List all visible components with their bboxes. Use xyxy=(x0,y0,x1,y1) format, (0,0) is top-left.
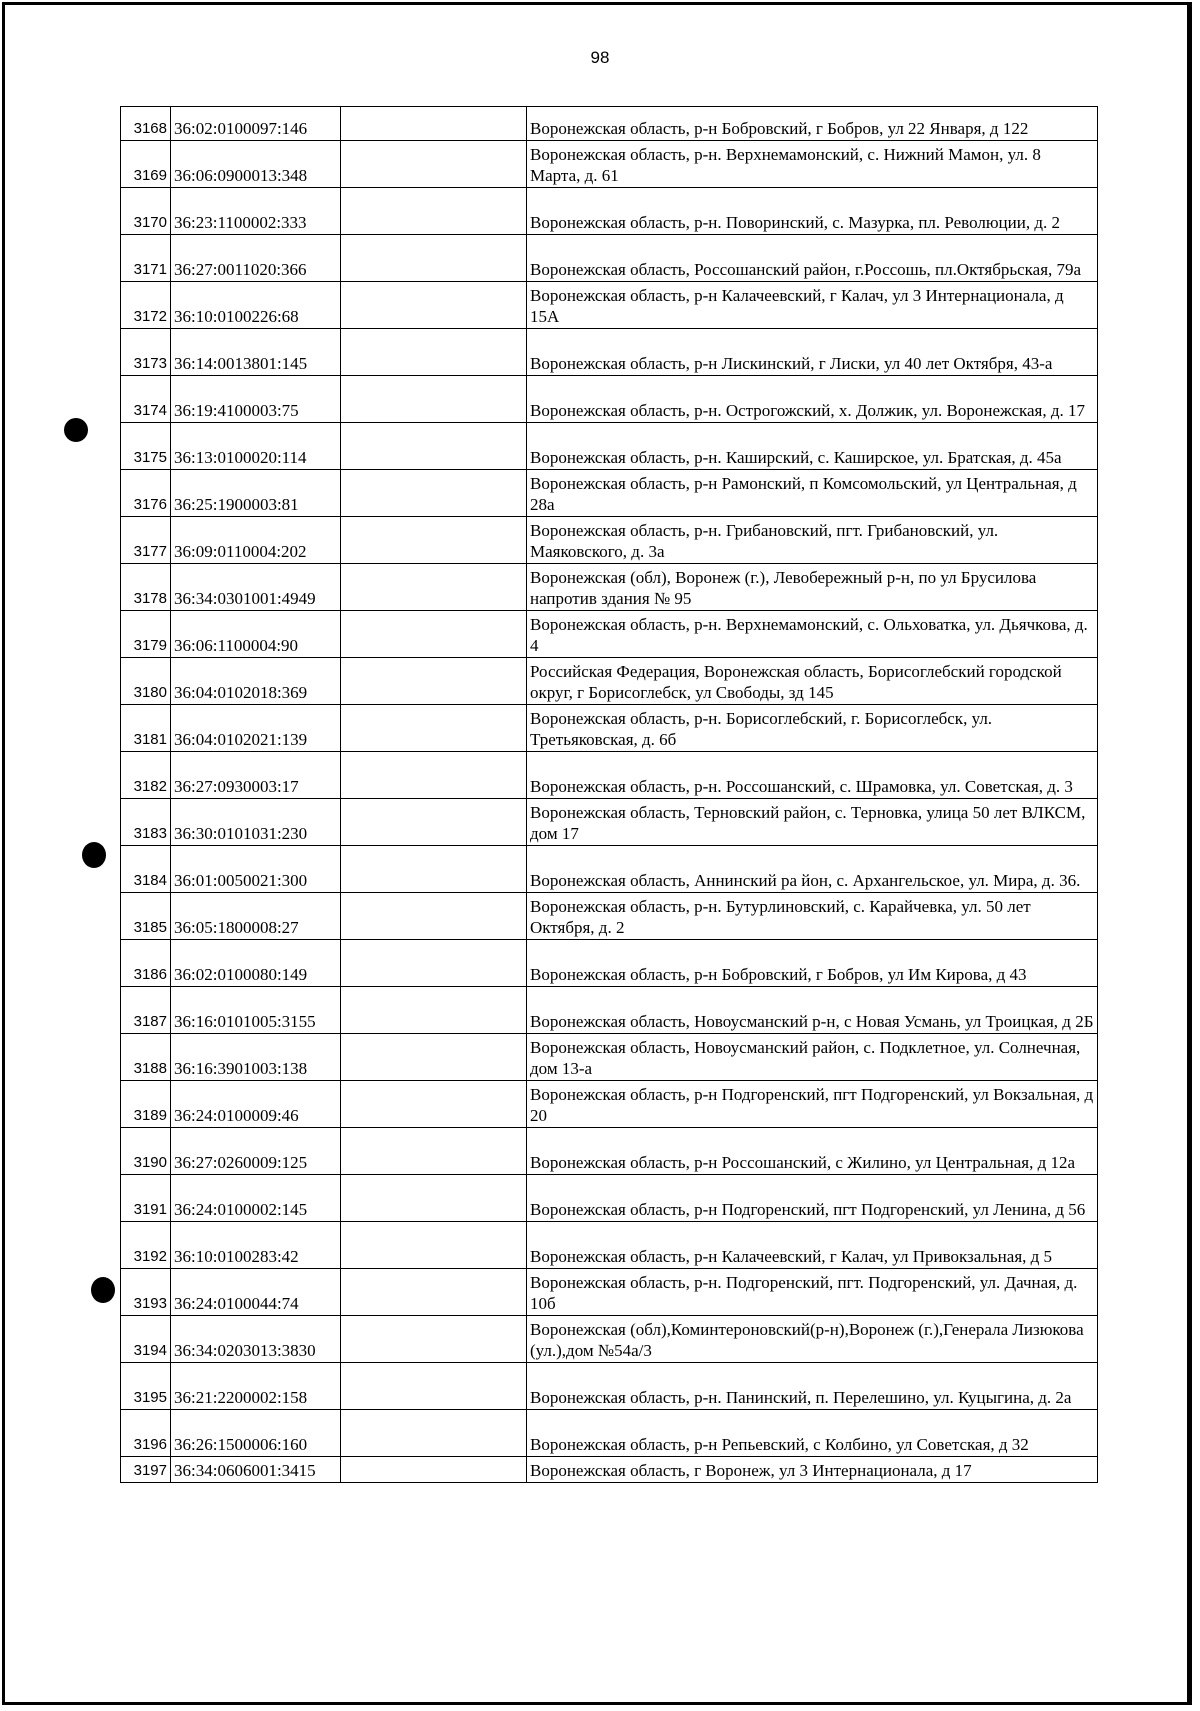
address-cell: Воронежская (обл), Воронеж (г.), Левобережный р-н, по ул Брусилова напротив здания № 95 xyxy=(527,564,1098,611)
cadastral-number: 36:24:0100044:74 xyxy=(171,1269,341,1316)
address-cell: Воронежская область, р-н Калачеевский, г Калач, ул Привокзальная, д 5 xyxy=(527,1222,1098,1269)
empty-cell xyxy=(341,611,527,658)
address-cell: Воронежская область, р-н Рамонский, п Комсомольский, ул Центральная, д 28а xyxy=(527,470,1098,517)
cadastral-number: 36:09:0110004:202 xyxy=(171,517,341,564)
row-number: 3189 xyxy=(121,1081,171,1128)
address-cell: Воронежская область, р-н Калачеевский, г Калач, ул 3 Интернационала, д 15А xyxy=(527,282,1098,329)
empty-cell xyxy=(341,846,527,893)
row-number: 3179 xyxy=(121,611,171,658)
cadastral-number: 36:25:1900003:81 xyxy=(171,470,341,517)
row-number: 3172 xyxy=(121,282,171,329)
row-number: 3192 xyxy=(121,1222,171,1269)
address-cell: Воронежская область, р-н. Каширский, с. Каширское, ул. Братская, д. 45а xyxy=(527,423,1098,470)
table-row xyxy=(121,658,1098,705)
empty-cell xyxy=(341,1316,527,1363)
empty-cell xyxy=(341,1363,527,1410)
row-number: 3174 xyxy=(121,376,171,423)
cadastral-number: 36:02:0100080:149 xyxy=(171,940,341,987)
cadastral-number: 36:19:4100003:75 xyxy=(171,376,341,423)
row-number: 3170 xyxy=(121,188,171,235)
row-number: 3180 xyxy=(121,658,171,705)
table-row xyxy=(121,1457,1098,1483)
empty-cell xyxy=(341,188,527,235)
empty-cell xyxy=(341,705,527,752)
cadastral-number: 36:10:0100283:42 xyxy=(171,1222,341,1269)
table-row xyxy=(121,282,1098,329)
cadastral-number: 36:27:0930003:17 xyxy=(171,752,341,799)
row-number: 3186 xyxy=(121,940,171,987)
registry-body xyxy=(121,107,1098,1483)
cadastral-number: 36:34:0301001:4949 xyxy=(171,564,341,611)
address-cell: Воронежская область, р-н. Россошанский, с. Шрамовка, ул. Советская, д. 3 xyxy=(527,752,1098,799)
address-cell: Воронежская область, р-н. Поворинский, с. Мазурка, пл. Революции, д. 2 xyxy=(527,188,1098,235)
empty-cell xyxy=(341,564,527,611)
table-row xyxy=(121,141,1098,188)
cadastral-number: 36:13:0100020:114 xyxy=(171,423,341,470)
cadastral-number: 36:21:2200002:158 xyxy=(171,1363,341,1410)
row-number: 3196 xyxy=(121,1410,171,1457)
table-row xyxy=(121,752,1098,799)
table-row xyxy=(121,107,1098,141)
row-number: 3190 xyxy=(121,1128,171,1175)
row-number: 3188 xyxy=(121,1034,171,1081)
table-row xyxy=(121,846,1098,893)
address-cell: Воронежская область, р-н Подгоренский, пгт Подгоренский, ул Ленина, д 56 xyxy=(527,1175,1098,1222)
table-row xyxy=(121,329,1098,376)
empty-cell xyxy=(341,107,527,141)
empty-cell xyxy=(341,235,527,282)
address-cell: Воронежская область, Новоусманский р-н, с Новая Усмань, ул Троицкая, д 2Б xyxy=(527,987,1098,1034)
empty-cell xyxy=(341,987,527,1034)
row-number: 3169 xyxy=(121,141,171,188)
row-number: 3191 xyxy=(121,1175,171,1222)
empty-cell xyxy=(341,893,527,940)
row-number: 3184 xyxy=(121,846,171,893)
table-row xyxy=(121,799,1098,846)
cadastral-number: 36:02:0100097:146 xyxy=(171,107,341,141)
address-cell: Воронежская область, р-н. Борисоглебский, г. Борисоглебск, ул. Третьяковская, д. 6б xyxy=(527,705,1098,752)
cadastral-number: 36:10:0100226:68 xyxy=(171,282,341,329)
row-number: 3187 xyxy=(121,987,171,1034)
cadastral-number: 36:34:0606001:3415 xyxy=(171,1457,341,1483)
empty-cell xyxy=(341,799,527,846)
row-number: 3195 xyxy=(121,1363,171,1410)
empty-cell xyxy=(341,752,527,799)
cadastral-number: 36:14:0013801:145 xyxy=(171,329,341,376)
punch-hole-mark xyxy=(91,1277,115,1303)
page-number: 98 xyxy=(590,48,610,67)
empty-cell xyxy=(341,282,527,329)
table-row xyxy=(121,1269,1098,1316)
address-cell: Воронежская (обл),Коминтероновский(р-н),Воронеж (г.),Генерала Лизюкова (ул.),дом №54а/3 xyxy=(527,1316,1098,1363)
row-number: 3193 xyxy=(121,1269,171,1316)
cadastral-number: 36:27:0011020:366 xyxy=(171,235,341,282)
address-cell: Воронежская область, р-н. Острогожский, х. Должик, ул. Воронежская, д. 17 xyxy=(527,376,1098,423)
address-cell: Российская Федерация, Воронежская область, Борисоглебский городской округ, г Борисоглебск, ул Свободы, зд 145 xyxy=(527,658,1098,705)
empty-cell xyxy=(341,329,527,376)
table-row xyxy=(121,1081,1098,1128)
table-row xyxy=(121,1410,1098,1457)
table-row xyxy=(121,940,1098,987)
empty-cell xyxy=(341,423,527,470)
empty-cell xyxy=(341,517,527,564)
row-number: 3177 xyxy=(121,517,171,564)
table-row xyxy=(121,470,1098,517)
table-row xyxy=(121,893,1098,940)
empty-cell xyxy=(341,1081,527,1128)
cadastral-number: 36:30:0101031:230 xyxy=(171,799,341,846)
address-cell: Воронежская область, р-н. Подгоренский, пгт. Подгоренский, ул. Дачная, д. 10б xyxy=(527,1269,1098,1316)
row-number: 3168 xyxy=(121,107,171,141)
cadastral-registry-table xyxy=(120,106,1098,1483)
punch-hole-mark xyxy=(64,418,88,442)
cadastral-number: 36:06:1100004:90 xyxy=(171,611,341,658)
cadastral-number: 36:16:3901003:138 xyxy=(171,1034,341,1081)
row-number: 3185 xyxy=(121,893,171,940)
empty-cell xyxy=(341,658,527,705)
cadastral-number: 36:16:0101005:3155 xyxy=(171,987,341,1034)
table-row xyxy=(121,235,1098,282)
cadastral-number: 36:05:1800008:27 xyxy=(171,893,341,940)
empty-cell xyxy=(341,1175,527,1222)
table-row xyxy=(121,611,1098,658)
table-row xyxy=(121,517,1098,564)
empty-cell xyxy=(341,141,527,188)
empty-cell xyxy=(341,1457,527,1483)
row-number: 3194 xyxy=(121,1316,171,1363)
row-number: 3197 xyxy=(121,1457,171,1483)
cadastral-number: 36:06:0900013:348 xyxy=(171,141,341,188)
table-row xyxy=(121,1363,1098,1410)
table-row xyxy=(121,423,1098,470)
cadastral-number: 36:24:0100002:145 xyxy=(171,1175,341,1222)
address-cell: Воронежская область, р-н. Бутурлиновский, с. Карайчевка, ул. 50 лет Октября, д. 2 xyxy=(527,893,1098,940)
row-number: 3182 xyxy=(121,752,171,799)
address-cell: Воронежская область, Терновский район, с. Терновка, улица 50 лет ВЛКСМ, дом 17 xyxy=(527,799,1098,846)
empty-cell xyxy=(341,1410,527,1457)
table-row xyxy=(121,564,1098,611)
address-cell: Воронежская область, р-н Россошанский, с Жилино, ул Центральная, д 12а xyxy=(527,1128,1098,1175)
row-number: 3173 xyxy=(121,329,171,376)
punch-hole-mark xyxy=(82,842,106,868)
cadastral-number: 36:04:0102018:369 xyxy=(171,658,341,705)
row-number: 3183 xyxy=(121,799,171,846)
address-cell: Воронежская область, Новоусманский район, с. Подклетное, ул. Солнечная, дом 13-а xyxy=(527,1034,1098,1081)
table-row xyxy=(121,987,1098,1034)
table-row xyxy=(121,705,1098,752)
empty-cell xyxy=(341,1222,527,1269)
cadastral-number: 36:01:0050021:300 xyxy=(171,846,341,893)
empty-cell xyxy=(341,470,527,517)
cadastral-number: 36:23:1100002:333 xyxy=(171,188,341,235)
empty-cell xyxy=(341,940,527,987)
address-cell: Воронежская область, р-н Лискинский, г Лиски, ул 40 лет Октября, 43-а xyxy=(527,329,1098,376)
cadastral-number: 36:34:0203013:3830 xyxy=(171,1316,341,1363)
address-cell: Воронежская область, Россошанский район, г.Россошь, пл.Октябрьская, 79а xyxy=(527,235,1098,282)
empty-cell xyxy=(341,1269,527,1316)
cadastral-number: 36:04:0102021:139 xyxy=(171,705,341,752)
address-cell: Воронежская область, р-н. Верхнемамонский, с. Нижний Мамон, ул. 8 Марта, д. 61 xyxy=(527,141,1098,188)
address-cell: Воронежская область, р-н Бобровский, г Бобров, ул Им Кирова, д 43 xyxy=(527,940,1098,987)
table-row xyxy=(121,1128,1098,1175)
address-cell: Воронежская область, р-н Бобровский, г Бобров, ул 22 Января, д 122 xyxy=(527,107,1098,141)
address-cell: Воронежская область, р-н. Грибановский, пгт. Грибановский, ул. Маяковского, д. 3а xyxy=(527,517,1098,564)
address-cell: Воронежская область, р-н Подгоренский, пгт Подгоренский, ул Вокзальная, д 20 xyxy=(527,1081,1098,1128)
empty-cell xyxy=(341,376,527,423)
address-cell: Воронежская область, р-н. Верхнемамонский, с. Ольховатка, ул. Дьячкова, д. 4 xyxy=(527,611,1098,658)
empty-cell xyxy=(341,1128,527,1175)
address-cell: Воронежская область, г Воронеж, ул 3 Интернационала, д 17 xyxy=(527,1457,1098,1483)
row-number: 3181 xyxy=(121,705,171,752)
table-row xyxy=(121,188,1098,235)
address-cell: Воронежская область, р-н. Панинский, п. Перелешино, ул. Куцыгина, д. 2а xyxy=(527,1363,1098,1410)
row-number: 3176 xyxy=(121,470,171,517)
row-number: 3175 xyxy=(121,423,171,470)
cadastral-number: 36:26:1500006:160 xyxy=(171,1410,341,1457)
table-row xyxy=(121,1222,1098,1269)
table-row xyxy=(121,1175,1098,1222)
row-number: 3178 xyxy=(121,564,171,611)
table-row xyxy=(121,1316,1098,1363)
cadastral-number: 36:24:0100009:46 xyxy=(171,1081,341,1128)
row-number: 3171 xyxy=(121,235,171,282)
table-row xyxy=(121,1034,1098,1081)
address-cell: Воронежская область, Аннинский ра йон, с. Архангельское, ул. Мира, д. 36. xyxy=(527,846,1098,893)
table-row xyxy=(121,376,1098,423)
cadastral-number: 36:27:0260009:125 xyxy=(171,1128,341,1175)
address-cell: Воронежская область, р-н Репьевский, с Колбино, ул Советская, д 32 xyxy=(527,1410,1098,1457)
empty-cell xyxy=(341,1034,527,1081)
